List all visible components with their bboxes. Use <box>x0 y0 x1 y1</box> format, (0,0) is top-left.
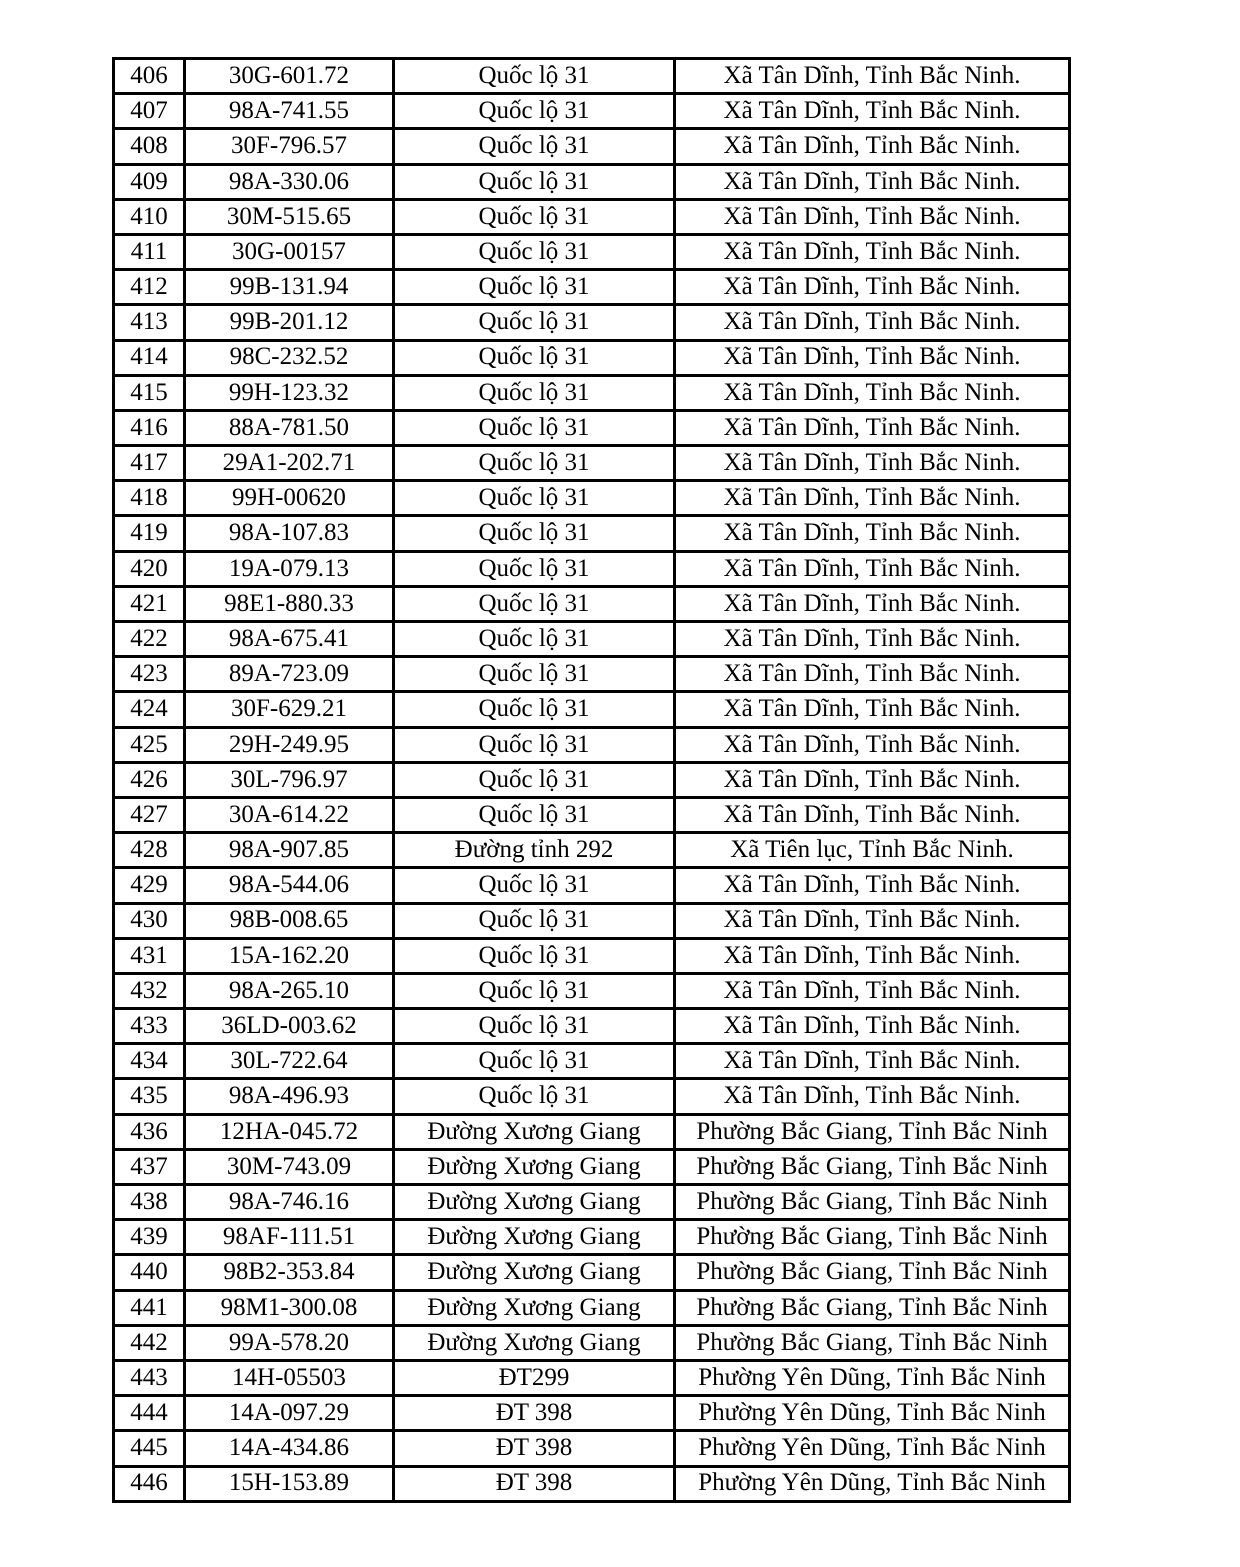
cell-license-plate: 99H-00620 <box>185 481 394 516</box>
table-row <box>114 903 1070 938</box>
cell-license-plate: 36LD-003.62 <box>185 1009 394 1044</box>
cell-row-number: 419 <box>114 516 185 551</box>
cell-location: Xã Tân Dĩnh, Tỉnh Bắc Ninh. <box>675 164 1070 199</box>
cell-row-number: 427 <box>114 797 185 832</box>
cell-location: Xã Tân Dĩnh, Tỉnh Bắc Ninh. <box>675 903 1070 938</box>
cell-street-name: Quốc lộ 31 <box>394 199 675 234</box>
cell-location: Xã Tân Dĩnh, Tỉnh Bắc Ninh. <box>675 868 1070 903</box>
table-row <box>114 1325 1070 1360</box>
cell-location: Xã Tân Dĩnh, Tỉnh Bắc Ninh. <box>675 657 1070 692</box>
cell-row-number: 440 <box>114 1255 185 1290</box>
cell-location: Xã Tiên lục, Tỉnh Bắc Ninh. <box>675 833 1070 868</box>
cell-location: Xã Tân Dĩnh, Tỉnh Bắc Ninh. <box>675 270 1070 305</box>
cell-location: Xã Tân Dĩnh, Tỉnh Bắc Ninh. <box>675 973 1070 1008</box>
cell-location: Xã Tân Dĩnh, Tỉnh Bắc Ninh. <box>675 692 1070 727</box>
cell-street-name: Quốc lộ 31 <box>394 692 675 727</box>
cell-street-name: Quốc lộ 31 <box>394 657 675 692</box>
cell-street-name: Quốc lộ 31 <box>394 973 675 1008</box>
cell-license-plate: 98A-265.10 <box>185 973 394 1008</box>
table-row <box>114 410 1070 445</box>
table-row <box>114 94 1070 129</box>
cell-license-plate: 98A-107.83 <box>185 516 394 551</box>
cell-street-name: Đường tỉnh 292 <box>394 833 675 868</box>
cell-license-plate: 30G-601.72 <box>185 59 394 94</box>
table-row <box>114 270 1070 305</box>
cell-row-number: 438 <box>114 1185 185 1220</box>
cell-street-name: Quốc lộ 31 <box>394 446 675 481</box>
cell-location: Phường Bắc Giang, Tỉnh Bắc Ninh <box>675 1290 1070 1325</box>
cell-license-plate: 99B-131.94 <box>185 270 394 305</box>
cell-row-number: 436 <box>114 1114 185 1149</box>
table-row <box>114 797 1070 832</box>
table-row <box>114 973 1070 1008</box>
cell-license-plate: 30A-614.22 <box>185 797 394 832</box>
cell-location: Phường Bắc Giang, Tỉnh Bắc Ninh <box>675 1185 1070 1220</box>
cell-location: Xã Tân Dĩnh, Tỉnh Bắc Ninh. <box>675 551 1070 586</box>
cell-street-name: Quốc lộ 31 <box>394 1009 675 1044</box>
cell-street-name: Đường Xương Giang <box>394 1290 675 1325</box>
cell-location: Xã Tân Dĩnh, Tỉnh Bắc Ninh. <box>675 727 1070 762</box>
cell-row-number: 433 <box>114 1009 185 1044</box>
cell-row-number: 408 <box>114 129 185 164</box>
table-row <box>114 1114 1070 1149</box>
cell-row-number: 446 <box>114 1466 185 1501</box>
cell-license-plate: 30M-515.65 <box>185 199 394 234</box>
cell-location: Xã Tân Dĩnh, Tỉnh Bắc Ninh. <box>675 446 1070 481</box>
cell-row-number: 416 <box>114 410 185 445</box>
vehicle-plate-table <box>112 57 1071 1503</box>
cell-row-number: 422 <box>114 622 185 657</box>
cell-license-plate: 30L-796.97 <box>185 762 394 797</box>
cell-license-plate: 12HA-045.72 <box>185 1114 394 1149</box>
cell-street-name: ĐT299 <box>394 1360 675 1395</box>
cell-location: Phường Yên Dũng, Tỉnh Bắc Ninh <box>675 1431 1070 1466</box>
table-row <box>114 692 1070 727</box>
cell-street-name: Quốc lộ 31 <box>394 797 675 832</box>
cell-street-name: Quốc lộ 31 <box>394 481 675 516</box>
cell-row-number: 445 <box>114 1431 185 1466</box>
cell-row-number: 426 <box>114 762 185 797</box>
cell-location: Xã Tân Dĩnh, Tỉnh Bắc Ninh. <box>675 1079 1070 1114</box>
table-row <box>114 622 1070 657</box>
cell-row-number: 432 <box>114 973 185 1008</box>
cell-license-plate: 19A-079.13 <box>185 551 394 586</box>
cell-license-plate: 30L-722.64 <box>185 1044 394 1079</box>
cell-row-number: 430 <box>114 903 185 938</box>
table-row <box>114 833 1070 868</box>
cell-location: Phường Yên Dũng, Tỉnh Bắc Ninh <box>675 1360 1070 1395</box>
cell-street-name: Đường Xương Giang <box>394 1185 675 1220</box>
cell-license-plate: 30M-743.09 <box>185 1149 394 1184</box>
cell-license-plate: 98B-008.65 <box>185 903 394 938</box>
cell-license-plate: 98AF-111.51 <box>185 1220 394 1255</box>
cell-location: Phường Bắc Giang, Tỉnh Bắc Ninh <box>675 1325 1070 1360</box>
cell-row-number: 418 <box>114 481 185 516</box>
cell-license-plate: 98E1-880.33 <box>185 586 394 621</box>
cell-row-number: 420 <box>114 551 185 586</box>
cell-location: Xã Tân Dĩnh, Tỉnh Bắc Ninh. <box>675 59 1070 94</box>
cell-row-number: 413 <box>114 305 185 340</box>
table-row <box>114 1360 1070 1395</box>
cell-license-plate: 89A-723.09 <box>185 657 394 692</box>
cell-row-number: 431 <box>114 938 185 973</box>
table-row <box>114 1185 1070 1220</box>
table-row <box>114 164 1070 199</box>
table-row <box>114 340 1070 375</box>
cell-location: Phường Bắc Giang, Tỉnh Bắc Ninh <box>675 1114 1070 1149</box>
cell-street-name: Đường Xương Giang <box>394 1114 675 1149</box>
table-row <box>114 305 1070 340</box>
cell-location: Phường Bắc Giang, Tỉnh Bắc Ninh <box>675 1255 1070 1290</box>
cell-license-plate: 98A-496.93 <box>185 1079 394 1114</box>
cell-location: Xã Tân Dĩnh, Tỉnh Bắc Ninh. <box>675 410 1070 445</box>
table-row <box>114 129 1070 164</box>
table-row <box>114 481 1070 516</box>
cell-license-plate: 30F-629.21 <box>185 692 394 727</box>
table-row <box>114 762 1070 797</box>
cell-row-number: 437 <box>114 1149 185 1184</box>
cell-license-plate: 29A1-202.71 <box>185 446 394 481</box>
cell-street-name: Quốc lộ 31 <box>394 938 675 973</box>
cell-row-number: 406 <box>114 59 185 94</box>
cell-street-name: Quốc lộ 31 <box>394 340 675 375</box>
cell-row-number: 421 <box>114 586 185 621</box>
cell-street-name: Quốc lộ 31 <box>394 586 675 621</box>
cell-street-name: Đường Xương Giang <box>394 1220 675 1255</box>
cell-row-number: 424 <box>114 692 185 727</box>
cell-row-number: 443 <box>114 1360 185 1395</box>
cell-street-name: Quốc lộ 31 <box>394 1044 675 1079</box>
table-row <box>114 1220 1070 1255</box>
vehicle-plate-table-body <box>114 59 1070 1502</box>
cell-license-plate: 98A-741.55 <box>185 94 394 129</box>
cell-location: Xã Tân Dĩnh, Tỉnh Bắc Ninh. <box>675 375 1070 410</box>
cell-street-name: ĐT 398 <box>394 1431 675 1466</box>
cell-row-number: 423 <box>114 657 185 692</box>
cell-row-number: 417 <box>114 446 185 481</box>
cell-location: Xã Tân Dĩnh, Tỉnh Bắc Ninh. <box>675 234 1070 269</box>
cell-location: Xã Tân Dĩnh, Tỉnh Bắc Ninh. <box>675 762 1070 797</box>
table-row <box>114 1431 1070 1466</box>
cell-location: Xã Tân Dĩnh, Tỉnh Bắc Ninh. <box>675 1044 1070 1079</box>
table-row <box>114 868 1070 903</box>
cell-street-name: Đường Xương Giang <box>394 1325 675 1360</box>
cell-location: Xã Tân Dĩnh, Tỉnh Bắc Ninh. <box>675 305 1070 340</box>
cell-row-number: 429 <box>114 868 185 903</box>
table-row <box>114 657 1070 692</box>
cell-street-name: ĐT 398 <box>394 1396 675 1431</box>
cell-license-plate: 98A-330.06 <box>185 164 394 199</box>
cell-location: Xã Tân Dĩnh, Tỉnh Bắc Ninh. <box>675 129 1070 164</box>
table-row <box>114 1044 1070 1079</box>
cell-row-number: 442 <box>114 1325 185 1360</box>
cell-street-name: Quốc lộ 31 <box>394 622 675 657</box>
cell-location: Xã Tân Dĩnh, Tỉnh Bắc Ninh. <box>675 797 1070 832</box>
table-row <box>114 586 1070 621</box>
cell-street-name: Quốc lộ 31 <box>394 129 675 164</box>
cell-license-plate: 14A-097.29 <box>185 1396 394 1431</box>
cell-license-plate: 99A-578.20 <box>185 1325 394 1360</box>
cell-row-number: 434 <box>114 1044 185 1079</box>
cell-license-plate: 98C-232.52 <box>185 340 394 375</box>
table-row <box>114 1009 1070 1044</box>
cell-license-plate: 98B2-353.84 <box>185 1255 394 1290</box>
cell-license-plate: 98A-544.06 <box>185 868 394 903</box>
cell-row-number: 441 <box>114 1290 185 1325</box>
cell-row-number: 428 <box>114 833 185 868</box>
table-row <box>114 1255 1070 1290</box>
cell-row-number: 415 <box>114 375 185 410</box>
cell-street-name: Đường Xương Giang <box>394 1149 675 1184</box>
cell-location: Xã Tân Dĩnh, Tỉnh Bắc Ninh. <box>675 1009 1070 1044</box>
cell-location: Xã Tân Dĩnh, Tỉnh Bắc Ninh. <box>675 481 1070 516</box>
cell-street-name: Quốc lộ 31 <box>394 762 675 797</box>
cell-license-plate: 14A-434.86 <box>185 1431 394 1466</box>
cell-street-name: Quốc lộ 31 <box>394 516 675 551</box>
cell-license-plate: 98A-675.41 <box>185 622 394 657</box>
table-row <box>114 938 1070 973</box>
cell-location: Phường Bắc Giang, Tỉnh Bắc Ninh <box>675 1149 1070 1184</box>
cell-row-number: 414 <box>114 340 185 375</box>
cell-license-plate: 88A-781.50 <box>185 410 394 445</box>
table-row <box>114 199 1070 234</box>
table-row <box>114 727 1070 762</box>
cell-location: Phường Yên Dũng, Tỉnh Bắc Ninh <box>675 1466 1070 1501</box>
cell-license-plate: 15H-153.89 <box>185 1466 394 1501</box>
cell-street-name: Quốc lộ 31 <box>394 903 675 938</box>
cell-street-name: Quốc lộ 31 <box>394 551 675 586</box>
table-row <box>114 1079 1070 1114</box>
cell-location: Xã Tân Dĩnh, Tỉnh Bắc Ninh. <box>675 340 1070 375</box>
cell-location: Phường Bắc Giang, Tỉnh Bắc Ninh <box>675 1220 1070 1255</box>
cell-location: Xã Tân Dĩnh, Tỉnh Bắc Ninh. <box>675 586 1070 621</box>
cell-row-number: 407 <box>114 94 185 129</box>
cell-row-number: 435 <box>114 1079 185 1114</box>
table-row <box>114 1396 1070 1431</box>
cell-row-number: 425 <box>114 727 185 762</box>
table-row <box>114 446 1070 481</box>
cell-street-name: Quốc lộ 31 <box>394 164 675 199</box>
cell-license-plate: 98A-907.85 <box>185 833 394 868</box>
cell-location: Xã Tân Dĩnh, Tỉnh Bắc Ninh. <box>675 938 1070 973</box>
table-row <box>114 551 1070 586</box>
cell-license-plate: 30G-00157 <box>185 234 394 269</box>
cell-street-name: Quốc lộ 31 <box>394 868 675 903</box>
cell-street-name: Quốc lộ 31 <box>394 94 675 129</box>
cell-street-name: Quốc lộ 31 <box>394 59 675 94</box>
cell-row-number: 409 <box>114 164 185 199</box>
cell-license-plate: 15A-162.20 <box>185 938 394 973</box>
cell-street-name: Đường Xương Giang <box>394 1255 675 1290</box>
cell-location: Xã Tân Dĩnh, Tỉnh Bắc Ninh. <box>675 94 1070 129</box>
cell-row-number: 411 <box>114 234 185 269</box>
cell-license-plate: 99B-201.12 <box>185 305 394 340</box>
cell-location: Xã Tân Dĩnh, Tỉnh Bắc Ninh. <box>675 199 1070 234</box>
cell-row-number: 412 <box>114 270 185 305</box>
cell-street-name: Quốc lộ 31 <box>394 727 675 762</box>
cell-location: Xã Tân Dĩnh, Tỉnh Bắc Ninh. <box>675 622 1070 657</box>
cell-row-number: 444 <box>114 1396 185 1431</box>
cell-street-name: Quốc lộ 31 <box>394 375 675 410</box>
table-row <box>114 59 1070 94</box>
cell-row-number: 439 <box>114 1220 185 1255</box>
cell-street-name: ĐT 398 <box>394 1466 675 1501</box>
table-row <box>114 375 1070 410</box>
table-row <box>114 1466 1070 1501</box>
cell-license-plate: 98A-746.16 <box>185 1185 394 1220</box>
table-row <box>114 1290 1070 1325</box>
cell-street-name: Quốc lộ 31 <box>394 410 675 445</box>
cell-row-number: 410 <box>114 199 185 234</box>
cell-street-name: Quốc lộ 31 <box>394 234 675 269</box>
cell-street-name: Quốc lộ 31 <box>394 270 675 305</box>
cell-street-name: Quốc lộ 31 <box>394 305 675 340</box>
cell-license-plate: 99H-123.32 <box>185 375 394 410</box>
table-row <box>114 1149 1070 1184</box>
table-row <box>114 234 1070 269</box>
cell-license-plate: 14H-05503 <box>185 1360 394 1395</box>
cell-location: Xã Tân Dĩnh, Tỉnh Bắc Ninh. <box>675 516 1070 551</box>
cell-street-name: Quốc lộ 31 <box>394 1079 675 1114</box>
cell-license-plate: 98M1-300.08 <box>185 1290 394 1325</box>
table-row <box>114 516 1070 551</box>
cell-license-plate: 30F-796.57 <box>185 129 394 164</box>
cell-location: Phường Yên Dũng, Tỉnh Bắc Ninh <box>675 1396 1070 1431</box>
cell-license-plate: 29H-249.95 <box>185 727 394 762</box>
